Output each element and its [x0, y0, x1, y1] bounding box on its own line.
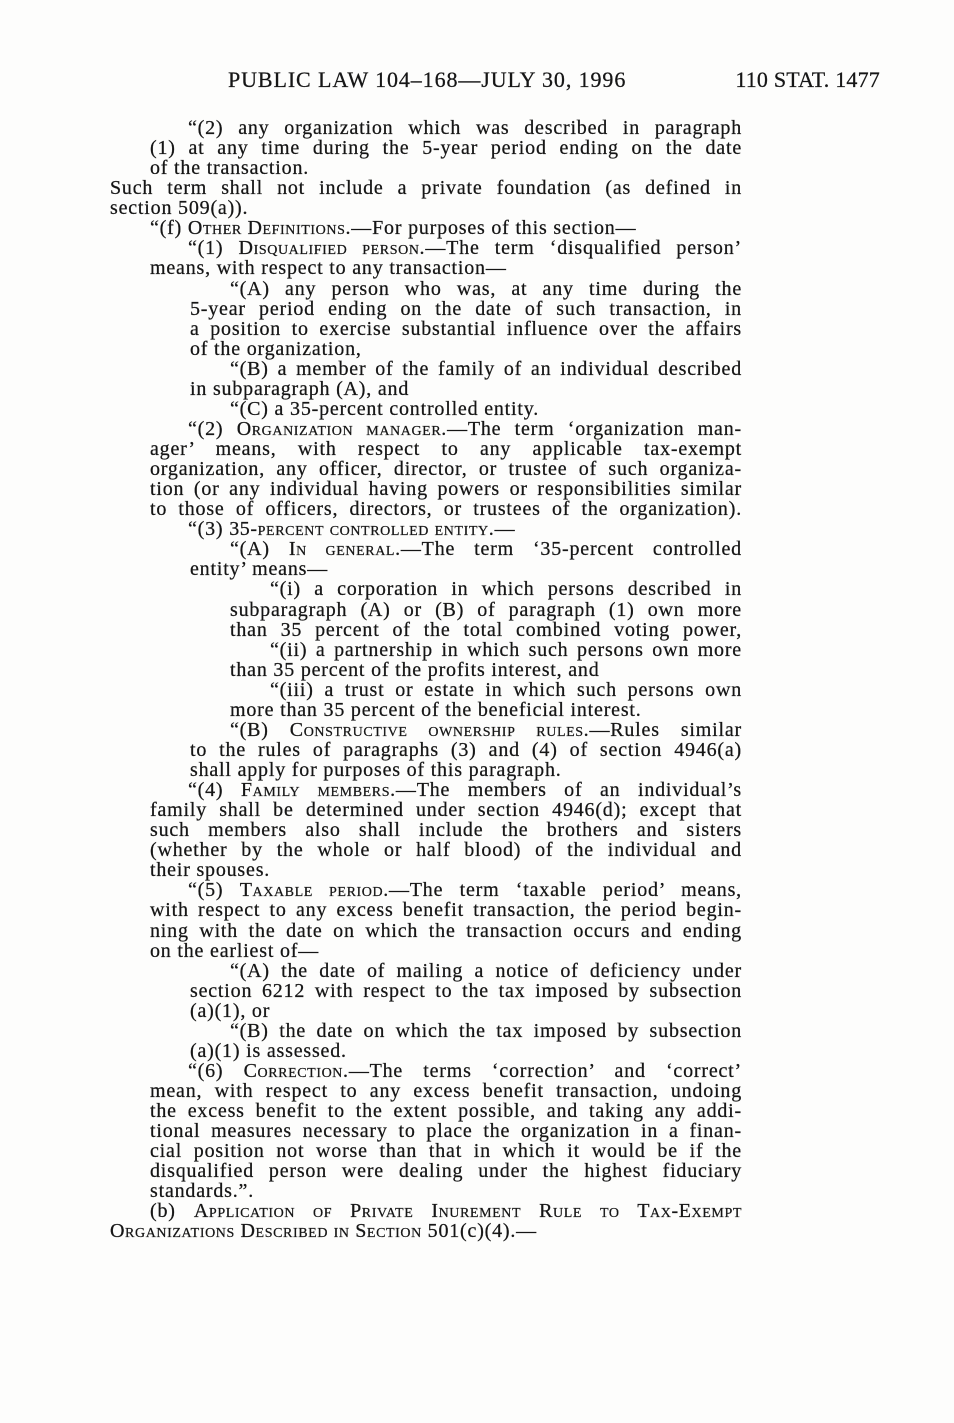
section-heading: Correction: [243, 1059, 344, 1082]
text-line: tional measures necessary to place the organization in a finan-: [150, 1120, 742, 1143]
text-line: Such term shall not include a private foundation (as defined in: [110, 177, 742, 200]
text-line: [230, 539, 742, 559]
paragraph-designation: (b): [150, 1200, 194, 1223]
line-text: .—The members of an individual’s: [390, 779, 743, 802]
paragraph-designation: “(B): [230, 718, 290, 741]
text-line: [188, 880, 742, 900]
text-line: of the transaction.: [150, 157, 310, 180]
text-line: than 35 percent of the total combined voting power,: [230, 618, 742, 641]
line-text: .—The term ‘organization man-: [441, 417, 742, 440]
section-heading: In general: [288, 538, 396, 561]
text-line: section 509(a)).: [110, 197, 249, 220]
text-line: such members also shall include the brothers and sisters: [150, 819, 742, 842]
line-text: .—The term ‘taxable period’ means,: [383, 879, 742, 902]
text-line: section 6212 with respect to the tax imposed by subsection: [190, 979, 742, 1002]
text-line: “(C) a 35-percent controlled entity.: [230, 397, 540, 420]
section-heading: Family members: [240, 779, 391, 802]
text-line: (a)(1) is assessed.: [190, 1039, 347, 1062]
text-line: means, with respect to any transaction—: [150, 257, 507, 280]
section-heading: Application of Private Inurement Rule to Tax-Exempt: [193, 1200, 742, 1223]
section-heading: Constructive ownership rules: [289, 718, 584, 741]
paragraph-designation: “(f): [150, 217, 188, 240]
section-heading: Organization manager: [236, 417, 442, 440]
text-line: more than 35 percent of the beneficial interest.: [230, 698, 642, 721]
text-line: “(ii) a partnership in which such persons own more: [270, 638, 742, 661]
paragraph-designation: “(2): [188, 417, 237, 440]
section-heading: Disqualified person: [238, 237, 420, 260]
section-heading: 35-percent controlled entity: [229, 518, 489, 541]
text-line: cial position not worse than that in which it would be if the: [150, 1140, 742, 1163]
section-heading: Other Definitions: [187, 217, 346, 240]
text-line: a position to exercise substantial influence over the affairs: [190, 317, 742, 340]
paragraph-designation: “(3): [188, 518, 230, 541]
text-line: [188, 519, 742, 539]
line-text: .—For purposes of this section—: [345, 217, 637, 240]
text-line: “(A) any person who was, at any time during the: [230, 277, 742, 300]
text-line: [150, 218, 742, 238]
text-line: ning with the date on which the transaction occurs and ending: [150, 919, 742, 942]
text-line: (1) at any time during the 5-year period ending on the date: [150, 137, 742, 160]
line-text: .—The term ‘disqualified person’: [419, 237, 742, 260]
text-line: [110, 1221, 742, 1241]
text-line: disqualified person were dealing under the highest fiduciary: [150, 1160, 742, 1183]
line-text: .—Rules similar: [583, 718, 742, 741]
text-line: [188, 1061, 742, 1081]
paragraph-designation: “(6): [188, 1059, 244, 1082]
text-line: “(i) a corporation in which persons described in: [270, 578, 742, 601]
line-text: .—The term ‘35-percent controlled: [395, 538, 742, 561]
line-text: 501(c)(4).—: [421, 1220, 537, 1243]
paragraph-designation: “(4): [188, 779, 241, 802]
paragraph-designation: “(A): [230, 538, 289, 561]
text-line: 5-year period ending on the date of such transaction, in: [190, 297, 742, 320]
text-line: mean, with respect to any excess benefit transaction, undoing: [150, 1080, 742, 1102]
text-line: standards.”.: [150, 1180, 255, 1203]
body-text: [0, 118, 954, 1242]
text-line: of the organization,: [190, 337, 362, 360]
text-line: [188, 419, 742, 439]
text-line: family shall be determined under section 4946(d); except that: [150, 799, 742, 822]
text-line: (whether by the whole or half blood) of the individual and: [150, 839, 742, 862]
text-line: entity’ means—: [190, 558, 329, 581]
text-line: (a)(1), or: [190, 999, 271, 1022]
text-line: the excess benefit to the extent possible, and taking any addi-: [150, 1100, 742, 1123]
text-line: shall apply for purposes of this paragraph.: [190, 759, 562, 781]
text-line: [188, 780, 742, 800]
text-line: “(2) any organization which was described in paragraph: [188, 117, 742, 139]
running-head: PUBLIC LAW 104–168—JULY 30, 1996: [228, 67, 627, 92]
text-line: “(B) the date on which the tax imposed by subsection: [230, 1019, 742, 1042]
paragraph-designation: “(1): [188, 237, 239, 260]
line-text: .—: [488, 518, 516, 541]
text-line: “(iii) a trust or estate in which such persons own: [270, 678, 742, 701]
text-line: subparagraph (A) or (B) of paragraph (1) own more: [230, 598, 742, 621]
text-line: on the earliest of—: [150, 939, 320, 962]
section-heading: Organizations Described in Section: [110, 1220, 422, 1243]
text-line: tion (or any individual having powers or responsibilities similar: [150, 478, 742, 501]
text-line: “(B) a member of the family of an individual described: [230, 357, 742, 380]
text-line: to the rules of paragraphs (3) and (4) of section 4946(a): [190, 738, 742, 761]
text-line: with respect to any excess benefit transaction, the period begin-: [150, 899, 742, 922]
text-line: [188, 238, 742, 258]
section-heading: Taxable period: [239, 879, 384, 902]
text-line: their spouses.: [150, 859, 271, 882]
line-text: .—The terms ‘correction’ and ‘correct’: [343, 1059, 742, 1082]
text-line: than 35 percent of the profits interest, and: [230, 658, 600, 681]
text-line: in subparagraph (A), and: [190, 377, 410, 400]
text-line: [150, 1201, 742, 1221]
text-line: to those of officers, directors, or trustees of the organization).: [150, 498, 742, 521]
page-number: 110 STAT. 1477: [735, 67, 880, 92]
text-line: [230, 720, 742, 740]
text-line: organization, any officer, director, or trustee of such organiza-: [150, 458, 742, 481]
text-line: “(A) the date of mailing a notice of deficiency under: [230, 959, 742, 982]
paragraph-designation: “(5): [188, 879, 240, 902]
text-line: ager’ means, with respect to any applicable tax-exempt: [150, 438, 742, 460]
